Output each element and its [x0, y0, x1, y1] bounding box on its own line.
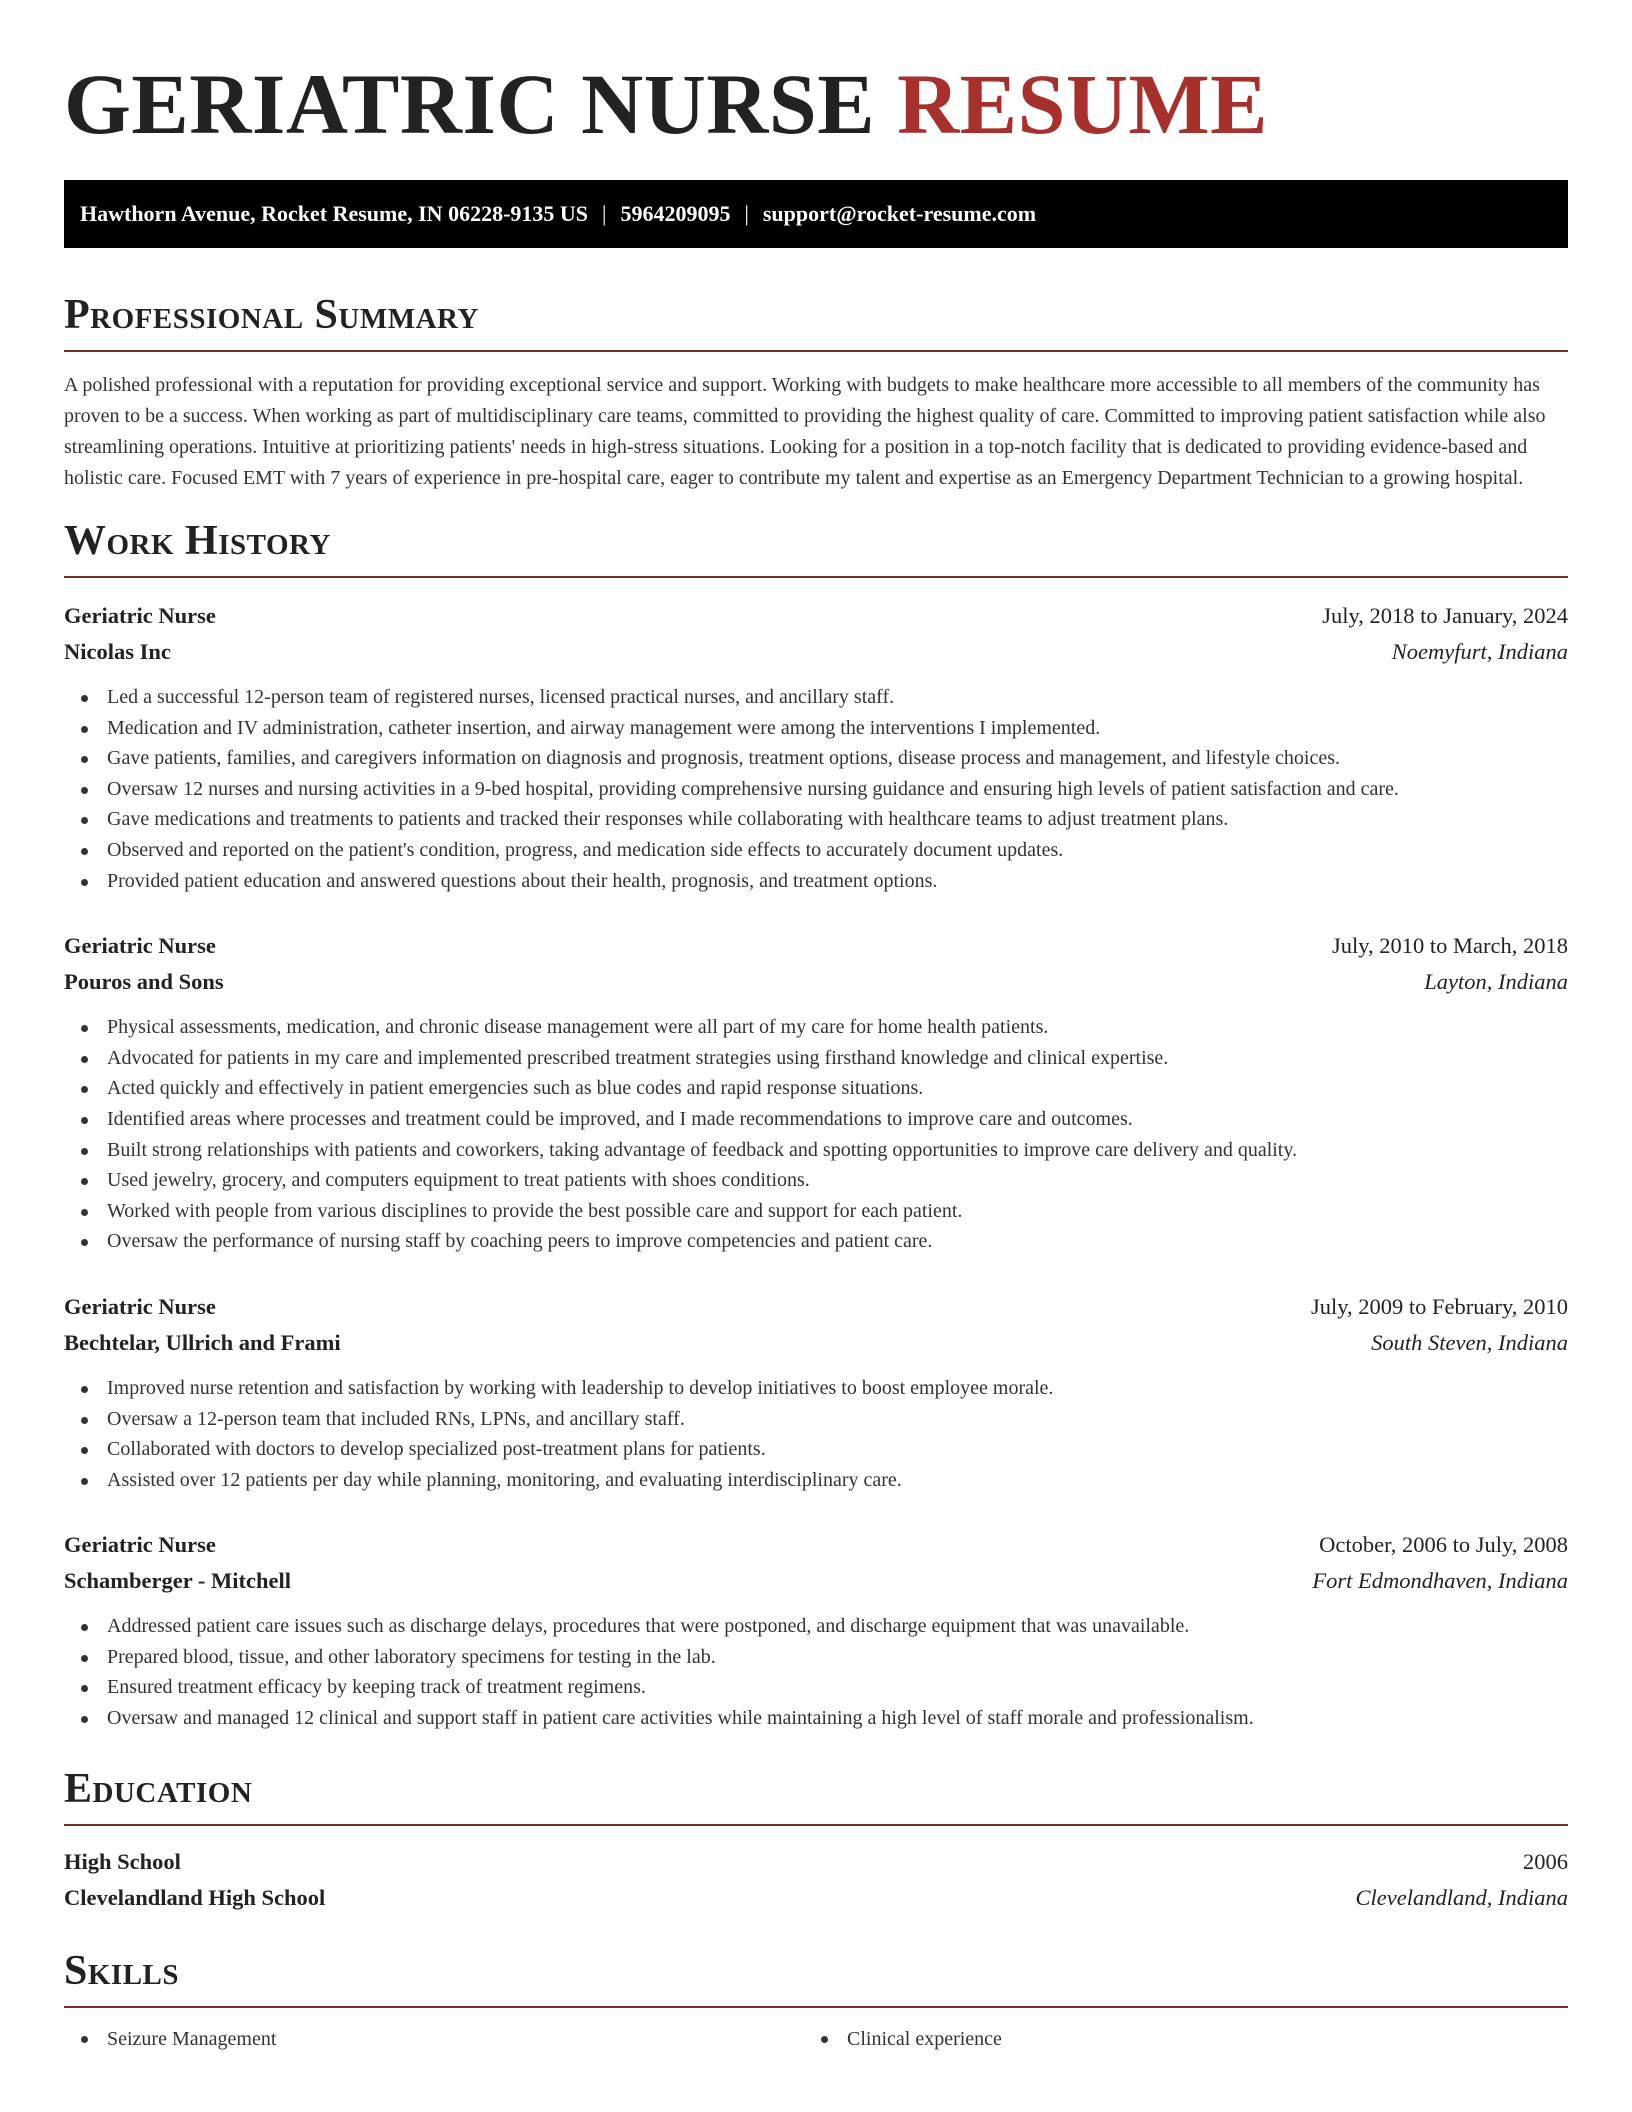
skill-item: Clinical experience — [804, 2024, 1544, 2054]
contact-email: support@rocket-resume.com — [762, 201, 1037, 226]
job-bullet: Physical assessments, medication, and chronic disease management were all part of my care for home health patients. — [64, 1012, 1568, 1043]
job-dates: July, 2009 to February, 2010 — [1310, 1293, 1568, 1319]
education-location: Clevelandland, Indiana — [1355, 1884, 1568, 1910]
job-bullet: Oversaw a 12-person team that included RNs, LPNs, and ancillary staff. — [64, 1404, 1568, 1435]
job-dates: October, 2006 to July, 2008 — [1319, 1532, 1568, 1558]
job-bullet: Addressed patient care issues such as discharge delays, procedures that were postponed, and discharge equipment that was unavailable. — [64, 1611, 1568, 1642]
contact-address: Hawthorn Avenue, Rocket Resume, IN 06228-9135 US — [80, 201, 589, 226]
education-section — [64, 1764, 1568, 1916]
job-bullet: Observed and reported on the patient's condition, progress, and medication side effects to accurately document updates. — [64, 835, 1568, 866]
resume-page — [64, 0, 1568, 2054]
title-main: GERIATRIC NURSE — [64, 56, 876, 152]
summary-section — [64, 290, 1568, 494]
education-row — [64, 1880, 1568, 1916]
education-year: 2006 — [1523, 1848, 1568, 1874]
skill-item: Seizure Management — [64, 2024, 804, 2054]
job-bullets — [64, 1373, 1568, 1495]
job-header-row — [64, 1527, 1568, 1563]
job-company: Pouros and Sons — [64, 969, 224, 995]
job-bullet: Advocated for patients in my care and implemented prescribed treatment strategies using firsthand knowledge and clinical expertise. — [64, 1043, 1568, 1074]
job-bullet: Collaborated with doctors to develop specialized post-treatment plans for patients. — [64, 1434, 1568, 1465]
skills-column — [64, 2024, 804, 2054]
skills-section — [64, 1946, 1568, 2054]
work-history-heading: Work History — [64, 516, 1568, 578]
work-history-section — [64, 516, 1568, 1734]
job-bullet: Gave patients, families, and caregivers information on diagnosis and prognosis, treatment options, disease process and management, and lifestyle choices. — [64, 743, 1568, 774]
summary-text: A polished professional with a reputation for providing exceptional service and support. Working with budgets to make healthcare more accessible to all members of the community has proven to be a success. When working as part of multidisciplinary care teams, committed to providing the highest quality of care. Committed to improving patient satisfaction while also streamlining operations. Intuitive at prioritizing patients' needs in high-stress situations. Looking for a position in a top-notch facility that is dedicated to providing evidence-based and holistic care. Focused EMT with 7 years of experience in pre-hospital care, eager to contribute my talent and expertise as an Emergency Department Technician to a growing hospital. — [64, 374, 1546, 489]
job-entry — [64, 1527, 1568, 1733]
job-header-row — [64, 1289, 1568, 1325]
job-bullets — [64, 1012, 1568, 1257]
contact-bar — [64, 180, 1568, 248]
job-title: Geriatric Nurse — [64, 933, 216, 959]
resume-title — [64, 56, 1568, 152]
skills-heading: Skills — [64, 1946, 1568, 2008]
job-bullet: Led a successful 12-person team of registered nurses, licensed practical nurses, and ancillary staff. — [64, 682, 1568, 713]
job-dates: July, 2010 to March, 2018 — [1331, 933, 1568, 959]
job-bullets — [64, 682, 1568, 896]
skills-column — [804, 2024, 1544, 2054]
job-entry — [64, 928, 1568, 1257]
job-bullet: Improved nurse retention and satisfaction by working with leadership to develop initiatives to boost employee morale. — [64, 1373, 1568, 1404]
job-title: Geriatric Nurse — [64, 603, 216, 628]
job-bullet: Gave medications and treatments to patients and tracked their responses while collaborating with healthcare teams to adjust treatment plans. — [64, 804, 1568, 835]
job-bullets — [64, 1611, 1568, 1733]
job-title: Geriatric Nurse — [64, 1532, 216, 1558]
contact-separator: | — [744, 201, 749, 226]
job-company-row — [64, 634, 1568, 670]
job-bullet: Provided patient education and answered questions about their health, prognosis, and treatment options. — [64, 866, 1568, 897]
job-bullet: Identified areas where processes and treatment could be improved, and I made recommendations to improve care and outcomes. — [64, 1104, 1568, 1135]
job-entry — [64, 1289, 1568, 1495]
job-bullet: Ensured treatment efficacy by keeping track of treatment regimens. — [64, 1672, 1568, 1703]
skills-grid — [64, 2024, 1568, 2054]
job-company: Schamberger - Mitchell — [64, 1568, 292, 1594]
education-school: Clevelandland High School — [64, 1884, 326, 1910]
job-bullet: Oversaw the performance of nursing staff by coaching peers to improve competencies and patient care. — [64, 1226, 1568, 1257]
education-heading: Education — [64, 1764, 1568, 1826]
job-company: Nicolas Inc — [64, 639, 171, 664]
job-bullet: Medication and IV administration, catheter insertion, and airway management were among the interventions I implemented. — [64, 713, 1568, 744]
job-header-row — [64, 928, 1568, 964]
job-company-row — [64, 964, 1568, 1000]
job-company-row — [64, 1563, 1568, 1599]
job-header-row — [64, 598, 1568, 634]
job-bullet: Oversaw and managed 12 clinical and support staff in patient care activities while maintaining a high level of staff morale and professionalism. — [64, 1703, 1568, 1734]
job-location: Layton, Indiana — [1424, 969, 1568, 995]
education-row — [64, 1844, 1568, 1880]
education-degree: High School — [64, 1848, 181, 1874]
job-bullet: Oversaw 12 nurses and nursing activities in a 9-bed hospital, providing comprehensive nursing guidance and ensuring high levels of patient satisfaction and care. — [64, 774, 1568, 805]
title-accent: RESUME — [897, 56, 1269, 152]
job-company: Bechtelar, Ullrich and Frami — [64, 1329, 341, 1355]
job-bullet: Built strong relationships with patients and coworkers, taking advantage of feedback and spotting opportunities to improve care delivery and quality. — [64, 1135, 1568, 1166]
job-bullet: Worked with people from various disciplines to provide the best possible care and support for each patient. — [64, 1196, 1568, 1227]
jobs-list — [64, 598, 1568, 1734]
job-location: South Steven, Indiana — [1371, 1329, 1568, 1355]
job-entry — [64, 598, 1568, 896]
job-location: Fort Edmondhaven, Indiana — [1312, 1568, 1568, 1594]
job-location: Noemyfurt, Indiana — [1391, 639, 1568, 664]
job-dates: July, 2018 to January, 2024 — [1322, 603, 1568, 628]
contact-phone: 5964209095 — [620, 201, 731, 226]
job-bullet: Acted quickly and effectively in patient emergencies such as blue codes and rapid response situations. — [64, 1073, 1568, 1104]
job-title: Geriatric Nurse — [64, 1293, 216, 1319]
job-bullet: Used jewelry, grocery, and computers equipment to treat patients with shoes conditions. — [64, 1165, 1568, 1196]
job-bullet: Assisted over 12 patients per day while planning, monitoring, and evaluating interdisciplinary care. — [64, 1465, 1568, 1496]
job-bullet: Prepared blood, tissue, and other laboratory specimens for testing in the lab. — [64, 1642, 1568, 1673]
education-entry — [64, 1844, 1568, 1916]
contact-separator: | — [602, 201, 607, 226]
summary-heading: Professional Summary — [64, 290, 1568, 352]
job-company-row — [64, 1325, 1568, 1361]
